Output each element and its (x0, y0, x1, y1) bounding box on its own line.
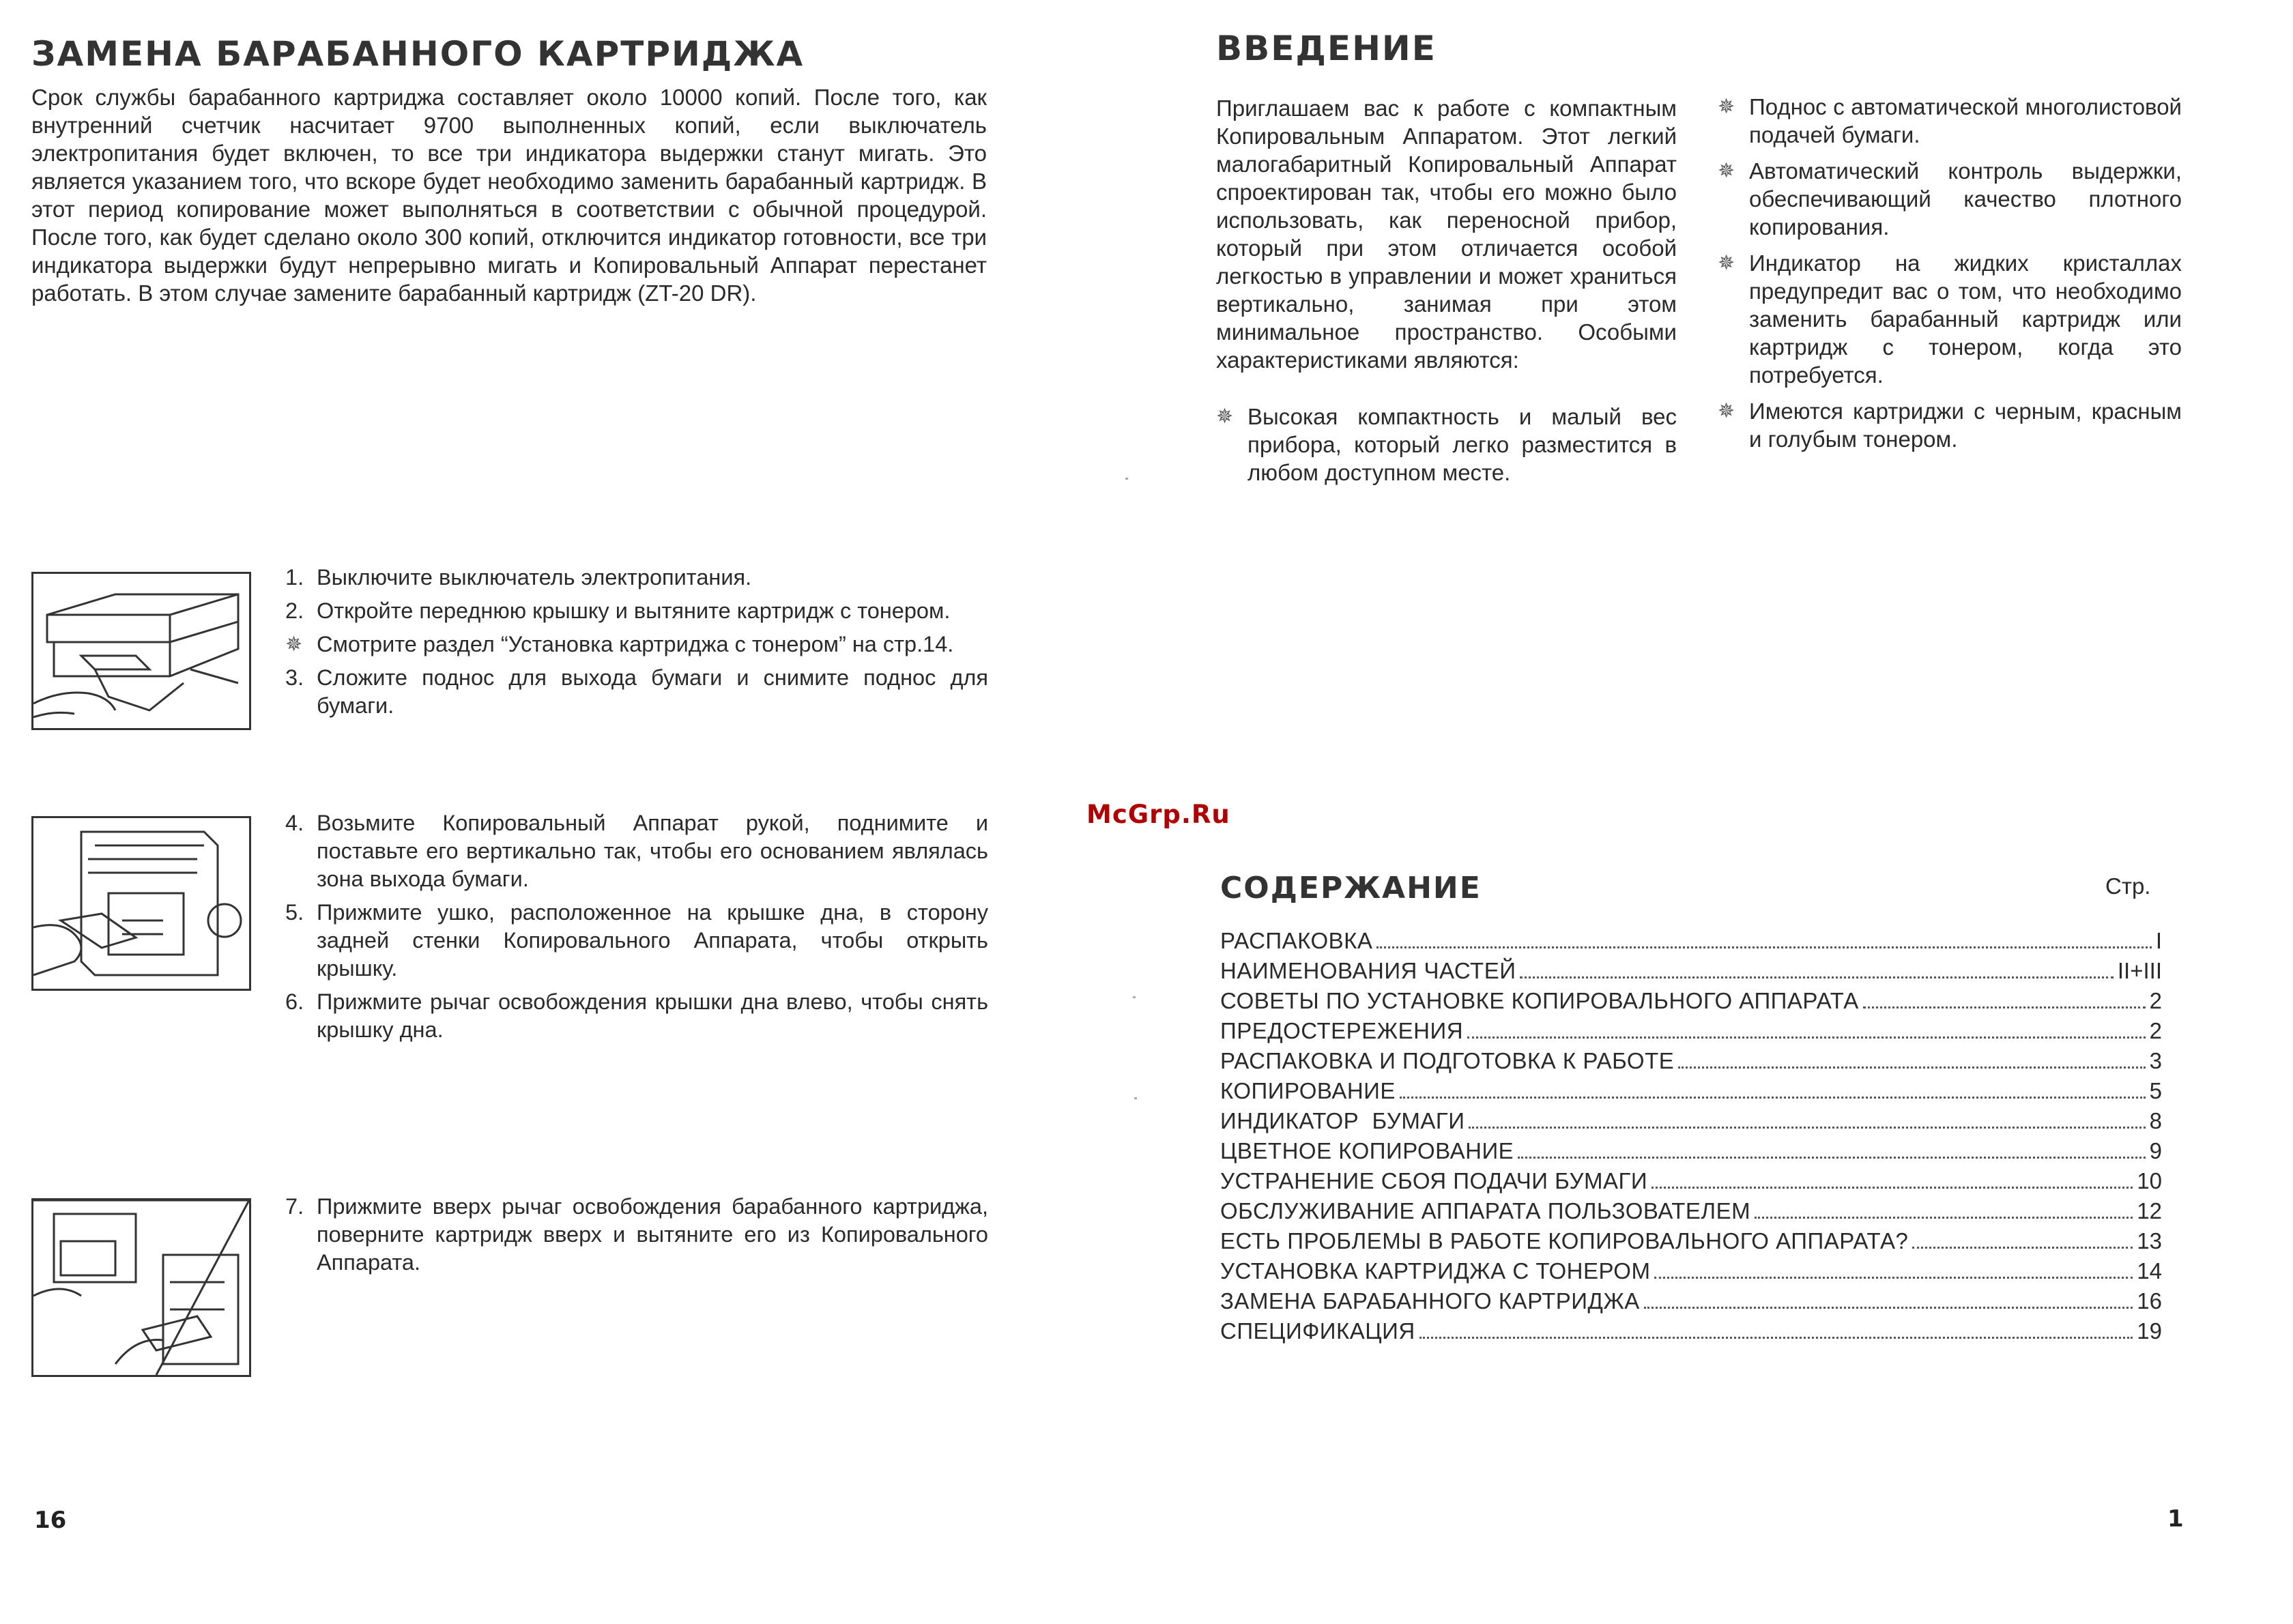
step-3 (285, 664, 988, 720)
copier-front-illustration (33, 574, 249, 728)
introduction-title: ВВЕДЕНИЕ (1216, 29, 1437, 68)
features-list-right (1718, 93, 2182, 461)
asterisk-bullet-icon: ✵ (285, 633, 303, 656)
toc-title: РАСПАКОВКА (1220, 928, 1373, 953)
contents-title: СОДЕРЖАНИЕ (1220, 871, 1482, 905)
toc-title: РАСПАКОВКА И ПОДГОТОВКА К РАБОТЕ (1220, 1048, 1675, 1073)
feature-text: Автоматический контроль выдержки, обеспечивающий качество плотного копирования. (1749, 158, 2182, 240)
toc-title: ЗАМЕНА БАРАБАННОГО КАРТРИДЖА (1220, 1288, 1640, 1314)
feature-item (1718, 157, 2182, 241)
step-text: Откройте переднюю крышку и вытяните картридж с тонером. (317, 598, 951, 623)
step-text: Прижмите вверх рычаг освобождения барабанного картриджа, поверните картридж вверх и вытяните его из Копировального Аппарата. (317, 1194, 988, 1275)
toc-entry[interactable] (1220, 1018, 2162, 1048)
toc-entry[interactable] (1220, 928, 2162, 958)
step-marker: 4. (285, 811, 304, 835)
toc-entry[interactable] (1220, 1168, 2162, 1198)
drum-replacement-intro: Срок службы барабанного картриджа составляет около 10000 копий. После того, как внутренний счетчик насчитает 9700 выполненных копий, если выключатель электропитания будет включен, то все три индикатора выдержки станут мигать. Это является указанием того, что вскоре будет необходимо заменить барабанный картридж. В этот период копирование может выполняться в соответствии с обычной процедурой. После того, как будет сделано около 300 копий, отключится индикатор готовности, все три индикатора выдержки будут непрерывно мигать и Копировальный Аппарат перестанет работать. В этом случае замените барабанный картридж (ZT-20 DR). (31, 85, 987, 306)
toc-leader (1654, 1277, 2133, 1279)
toc-leader (1469, 1127, 2145, 1129)
left-page (0, 0, 1106, 1624)
toc-page: 16 (2137, 1288, 2162, 1314)
toc-leader (1419, 1337, 2133, 1339)
step-note (285, 630, 988, 658)
toc-leader (1376, 946, 2151, 948)
toc-title: ОБСЛУЖИВАНИЕ АППАРАТА ПОЛЬЗОВАТЕЛЕМ (1220, 1198, 1751, 1223)
right-page (1119, 0, 2293, 1624)
feature-text: Индикатор на жидких кристаллах предупредит вас о том, что необходимо заменить барабанный картридж или картридж с тонером, когда это потребуется. (1749, 250, 2182, 388)
toc-entry[interactable] (1220, 1108, 2162, 1138)
toc-leader (1652, 1187, 2133, 1189)
features-list-left (1216, 403, 1677, 495)
step-marker: 1. (285, 565, 304, 590)
step-2 (285, 597, 988, 625)
step-6 (285, 988, 988, 1044)
copier-drum-illustration (33, 1200, 249, 1375)
toc-page: 10 (2137, 1168, 2162, 1193)
drum-replacement-title: ЗАМЕНА БАРАБАННОГО КАРТРИДЖА (31, 34, 805, 74)
toc-leader (1755, 1217, 2133, 1219)
toc-leader (1912, 1247, 2133, 1249)
steps-group-3 (285, 1193, 988, 1282)
feature-text: Имеются картриджи с черным, красным и голубым тонером. (1749, 398, 2182, 452)
asterisk-bullet-icon: ✵ (1718, 96, 1735, 118)
toc-leader (1863, 1006, 2146, 1009)
toc-leader (1678, 1067, 2145, 1069)
step-text: Прижмите рычаг освобождения крышки дна влево, чтобы снять крышку дна. (317, 989, 988, 1042)
toc-page: 13 (2137, 1228, 2162, 1253)
asterisk-bullet-icon: ✵ (1216, 405, 1234, 428)
feature-item (1216, 403, 1677, 487)
toc-title: КОПИРОВАНИЕ (1220, 1078, 1396, 1103)
toc-page: 8 (2149, 1108, 2162, 1133)
toc-leader (1520, 976, 2113, 978)
step-7 (285, 1193, 988, 1277)
step-1 (285, 564, 988, 592)
step-marker: 3. (285, 665, 304, 690)
toc-entry[interactable] (1220, 988, 2162, 1018)
step-text: Выключите выключатель электропитания. (317, 565, 752, 590)
asterisk-bullet-icon: ✵ (1718, 400, 1735, 422)
feature-item (1718, 397, 2182, 453)
step-text: Сложите поднос для выхода бумаги и снимите поднос для бумаги. (317, 665, 988, 718)
toc-entry[interactable] (1220, 1318, 2162, 1348)
scan-speck (1125, 478, 1128, 480)
step-marker: 2. (285, 598, 304, 623)
contents-page-label: Стр. (2105, 873, 2151, 899)
illustration-open-bottom-cover (31, 816, 251, 991)
toc-page: 5 (2149, 1078, 2162, 1103)
page-number-left: 16 (34, 1507, 67, 1534)
toc-title: ЕСТЬ ПРОБЛЕМЫ В РАБОТЕ КОПИРОВАЛЬНОГО АППАРАТА? (1220, 1228, 1909, 1253)
toc-title: СПЕЦИФИКАЦИЯ (1220, 1318, 1415, 1344)
toc-page: II+III (2117, 958, 2162, 983)
toc-title: УСТАНОВКА КАРТРИДЖА С ТОНЕРОМ (1220, 1258, 1651, 1284)
introduction-text: Приглашаем вас к работе с компактным Копировальным Аппаратом. Этот легкий малогабаритный Копировальный Аппарат спроектирован так, чтобы его можно было использовать, как переносной прибор, который при этом отличается особой легкостью в управлении и может храниться вертикально, занимая при этом минимальное пространство. Особыми характеристиками являются: (1216, 96, 1677, 373)
table-of-contents (1220, 928, 2162, 1348)
scan-speck (1134, 1097, 1137, 1099)
illustration-remove-toner (31, 572, 251, 730)
step-marker: 7. (285, 1194, 304, 1219)
step-5 (285, 899, 988, 983)
toc-title: ИНДИКАТОР БУМАГИ (1220, 1108, 1465, 1133)
toc-page: 14 (2137, 1258, 2162, 1284)
toc-page: 2 (2149, 988, 2162, 1013)
step-text: Прижмите ушко, расположенное на крышке дна, в сторону задней стенки Копировального Аппарата, чтобы открыть крышку. (317, 900, 988, 981)
asterisk-bullet-icon: ✵ (1718, 252, 1735, 274)
copier-vertical-illustration (33, 818, 249, 989)
feature-text: Высокая компактность и малый вес прибора, который легко разместится в любом доступном месте. (1248, 404, 1677, 485)
toc-entry[interactable] (1220, 1078, 2162, 1108)
toc-page: 12 (2137, 1198, 2162, 1223)
site-watermark: McGrp.Ru (1086, 800, 1230, 829)
toc-page: I (2155, 928, 2162, 953)
steps-group-1 (285, 564, 988, 725)
toc-title: ЦВЕТНОЕ КОПИРОВАНИЕ (1220, 1138, 1514, 1163)
toc-page: 9 (2149, 1138, 2162, 1163)
toc-entry[interactable] (1220, 1048, 2162, 1078)
toc-entry[interactable] (1220, 1138, 2162, 1168)
feature-text: Поднос с автоматической многолистовой подачей бумаги. (1749, 94, 2182, 147)
toc-page: 2 (2149, 1018, 2162, 1043)
toc-title: СОВЕТЫ ПО УСТАНОВКЕ КОПИРОВАЛЬНОГО АППАРАТА (1220, 988, 1859, 1013)
page-number-right: 1 (2167, 1505, 2184, 1533)
toc-page: 19 (2137, 1318, 2162, 1344)
toc-leader (1467, 1036, 2146, 1039)
toc-title: ПРЕДОСТЕРЕЖЕНИЯ (1220, 1018, 1464, 1043)
step-marker: 5. (285, 900, 304, 925)
toc-title: НАИМЕНОВАНИЯ ЧАСТЕЙ (1220, 958, 1516, 983)
toc-page: 3 (2149, 1048, 2162, 1073)
toc-leader (1518, 1157, 2145, 1159)
step-4 (285, 809, 988, 893)
toc-entry[interactable] (1220, 1258, 2162, 1288)
step-text: Возьмите Копировальный Аппарат рукой, поднимите и поставьте его вертикально так, чтобы его основанием являлась зона выхода бумаги. (317, 811, 988, 891)
toc-entry[interactable] (1220, 1228, 2162, 1258)
step-marker: 6. (285, 989, 304, 1014)
toc-entry[interactable] (1220, 1198, 2162, 1228)
toc-leader (1400, 1097, 2146, 1099)
steps-group-2 (285, 809, 988, 1049)
scan-speck (1133, 996, 1136, 998)
feature-item (1718, 249, 2182, 389)
toc-leader (1644, 1307, 2133, 1309)
toc-entry[interactable] (1220, 1288, 2162, 1318)
illustration-remove-drum (31, 1198, 251, 1377)
toc-title: УСТРАНЕНИЕ СБОЯ ПОДАЧИ БУМАГИ (1220, 1168, 1648, 1193)
asterisk-bullet-icon: ✵ (1718, 160, 1735, 182)
feature-item (1718, 93, 2182, 149)
step-text: Смотрите раздел “Установка картриджа с тонером” на стр.14. (317, 632, 954, 656)
toc-entry[interactable] (1220, 958, 2162, 988)
